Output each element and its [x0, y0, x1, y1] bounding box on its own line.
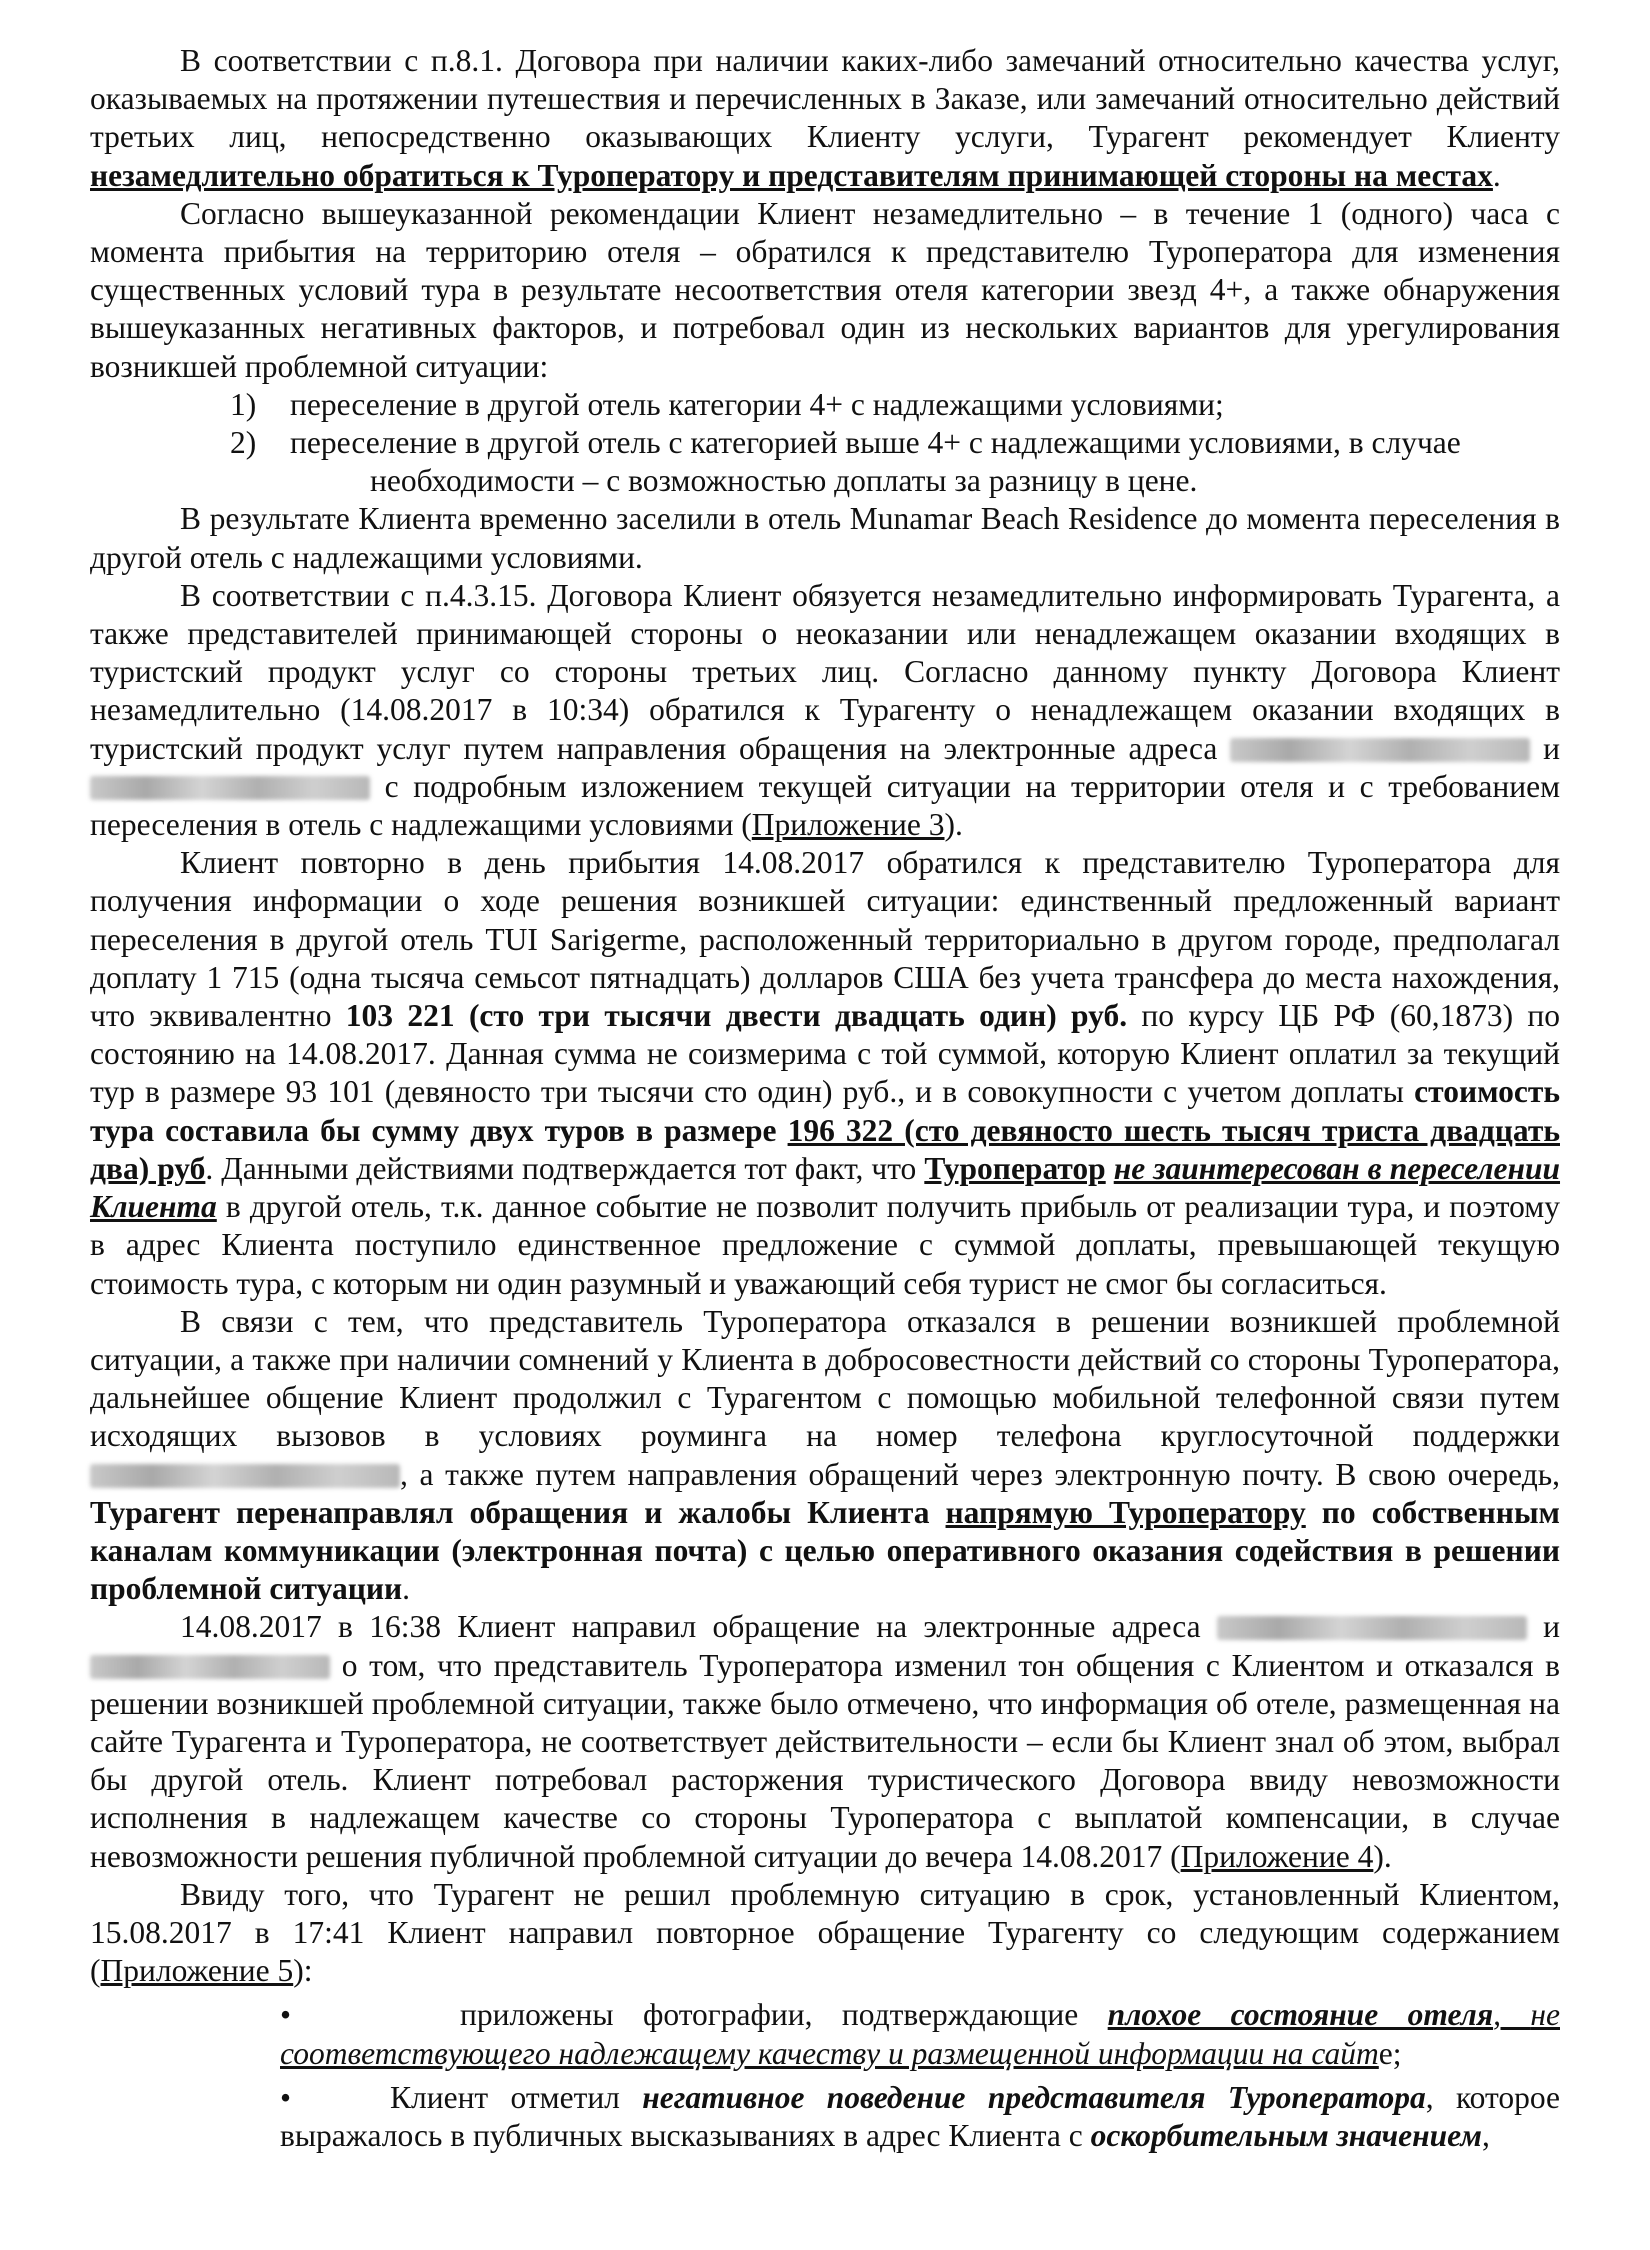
bullet-icon: •	[280, 2079, 292, 2115]
redacted-phone	[90, 1464, 400, 1488]
text: ):	[293, 1953, 313, 1989]
paragraph-2: Согласно вышеуказанной рекомендации Клиент незамедлительно – в течение 1 (одного) часа с момента прибытия на территорию отеля – обратился к представителю Туроператора для изменения существенных условий тура в результате несоответствия отеля категории звезд 4+, а также обнаружения вышеуказанных негативных факторов, и потребовал один из нескольких вариантов для урегулирования возникшей проблемной ситуации:	[90, 195, 1560, 384]
bullet-icon: •	[280, 1997, 292, 2033]
text: е;	[1378, 2035, 1402, 2071]
appendix-link[interactable]: Приложение 4	[1180, 1838, 1374, 1874]
text: Ввиду того, что Турагент не решил проблемную ситуацию в срок, установленный Клиентом, 15.08.2017 в 17:41 Клиент направил повторное обращение Турагенту со следующим содержанием (	[90, 1876, 1560, 1989]
list-item	[90, 424, 1560, 500]
paragraph-6	[90, 1303, 1560, 1609]
text: ).	[944, 807, 963, 843]
redacted-email	[1230, 738, 1530, 762]
emphasis-text: не заинтересован в переселении Клиента	[90, 1150, 1561, 1225]
text: с подробным изложением текущей ситуации на территории отеля и с требованием переселения в отель с надлежащими условиями (	[90, 768, 1561, 843]
emphasis-text: Туроператор	[924, 1150, 1106, 1186]
paragraph-1	[90, 42, 1560, 195]
bullet-list	[90, 1996, 1560, 2155]
list-item	[90, 2079, 1560, 2155]
text: В соответствии с п.8.1. Договора при наличии каких-либо замечаний относительно качества услуг, оказываемых на протяжении путешествия и перечисленных в Заказе, или замечаний относительно действий третьих лиц, непосредственно оказывающих Клиенту услуги, Турагент рекомендует Клиенту	[90, 43, 1560, 155]
text: . Данными действиями подтверждается тот факт, что	[205, 1150, 925, 1186]
emphasis-text: Турагент перенаправлял обращения и жалобы Клиента	[90, 1494, 946, 1530]
emphasis-text: 103 221 (сто три тысячи двести двадцать один) руб.	[345, 998, 1128, 1034]
redacted-email	[1217, 1616, 1527, 1640]
text: и	[1543, 730, 1561, 766]
list-number: 1)	[230, 386, 257, 422]
list-item	[90, 1996, 1560, 2072]
text: .	[402, 1571, 411, 1607]
text: ,	[1493, 1997, 1531, 2033]
text: ).	[1373, 1838, 1392, 1874]
emphasis-text: не соответствующего надлежащему качеству и размещенной информации на сайт	[280, 1997, 1560, 2071]
text: .	[1492, 157, 1501, 193]
paragraph-5	[90, 844, 1560, 1302]
emphasis-text: по собственным каналам коммуникации (электронная почта) с целью оперативного оказания содействия в решении проблемной ситуации	[90, 1494, 1560, 1607]
text: о том, что представитель Туроператора изменил тон общения с Клиентом и отказался в решении возникшей проблемной ситуации, также было отмечено, что информация об отеле, размещенная на сайте Турагента и Туроператора, не соответствует действительности – если бы Клиент знал об этом, выбрал бы другой отель. Клиент потребовал расторжения туристического Договора ввиду невозможности исполнения в надлежащем качестве со стороны Туроператора с выплатой компенсации, в случае невозможности решения публичной проблемной ситуации до вечера 14.08.2017 (	[90, 1647, 1561, 1874]
emphasis-text: незамедлительно обратиться к Туроператору и представителям принимающей стороны на местах	[90, 157, 1493, 193]
list-number: 2)	[230, 425, 257, 461]
paragraph-3: В результате Клиента временно заселили в отель Munamar Beach Residence до момента переселения в другой отель с надлежащими условиями.	[90, 501, 1560, 575]
list-item	[90, 386, 1560, 424]
text	[1106, 1151, 1114, 1186]
text: , которое выражалось в публичных высказываниях в адрес Клиента с	[280, 2079, 1560, 2153]
emphasis-text: плохое состояние отеля	[1107, 1997, 1494, 2033]
appendix-link[interactable]: Приложение 3	[751, 807, 945, 843]
text: по курсу ЦБ РФ (60,1873) по состоянию на 14.08.2017. Данная сумма не соизмерима с той суммой, которую Клиент оплатил за текущий тур в размере 93 101 (девяносто три тысячи сто один) руб., и в совокупности с учетом доплаты	[90, 998, 1560, 1110]
list-text: переселение в другой отель категории 4+ с надлежащими условиями;	[290, 386, 1224, 422]
text: Клиент повторно в день прибытия 14.08.2017 обратился к представителю Туроператора для получения информации о ходе решения возникшей ситуации: единственный предложенный вариант переселения в другой отель TUI Sarigerme, расположенный территориально в другом городе, предполагал доплату 1 715 (одна тысяча семьсот пятнадцать) долларов США без учета трансфера до места нахождения, что эквивалентно	[90, 845, 1560, 1034]
list-text	[280, 1996, 1560, 2072]
text: В связи с тем, что представитель Туроператора отказался в решении возникшей проблемной ситуации, а также при наличии сомнений у Клиента в добросовестности действий со стороны Туроператора, дальнейшее общение Клиент продолжил с Турагентом с помощью мобильной телефонной связи путем исходящих вызовов в условиях роуминга на номер телефона круглосуточной поддержки	[90, 1303, 1560, 1454]
text: ,	[1481, 2117, 1490, 2153]
text: приложены фотографии, подтверждающие	[460, 1997, 1108, 2033]
text: , а также путем направления обращений через электронную почту. В свою очередь,	[400, 1456, 1560, 1492]
options-list	[90, 386, 1560, 501]
appendix-link[interactable]: Приложение 5	[100, 1953, 294, 1989]
emphasis-text: напрямую Туроператору	[945, 1494, 1306, 1530]
paragraph-7	[90, 1608, 1560, 1875]
emphasis-text: стоимость тура составила бы сумму двух туров в размере	[90, 1074, 1560, 1148]
text: 14.08.2017 в 16:38 Клиент направил обращение на электронные адреса	[180, 1609, 1217, 1645]
paragraph-4	[90, 577, 1560, 844]
redacted-email	[90, 776, 370, 800]
emphasis-text: оскорбительным значением	[1090, 2117, 1482, 2153]
redacted-email	[90, 1655, 330, 1679]
list-text: переселение в другой отель с категорией выше 4+ с надлежащими условиями, в случае	[290, 425, 1461, 461]
paragraph-8	[90, 1876, 1560, 1991]
text: в другой отель, т.к. данное событие не позволит получить прибыль от реализации тура, и поэтому в адрес Клиента поступило единственное предложение с суммой доплаты, превышающей текущую стоимость тура, с которым ни один разумный и уважающий себя турист не смог бы согласиться.	[90, 1189, 1560, 1301]
list-text-continuation: необходимости – с возможностью доплаты за разницу в цене.	[370, 463, 1198, 499]
text: В соответствии с п.4.3.15. Договора Клиент обязуется незамедлительно информировать Турагента, а также представителей принимающей стороны о неоказании или ненадлежащем оказании входящих в туристский продукт услуг со стороны третьих лиц. Согласно данному пункту Договора Клиент незамедлительно (14.08.2017 в 10:34) обратился к Турагенту о ненадлежащем оказании входящих в туристский продукт услуг путем направления обращения на электронные адреса	[90, 577, 1560, 766]
list-text	[280, 2079, 1560, 2155]
text: и	[1543, 1609, 1561, 1645]
emphasis-text: негативное поведение представителя Туроператора	[642, 2079, 1426, 2115]
emphasis-text: 196 322 (сто девяносто шесть тысяч триста двадцать два) руб	[90, 1112, 1560, 1186]
text: Клиент отметил	[390, 2079, 643, 2115]
